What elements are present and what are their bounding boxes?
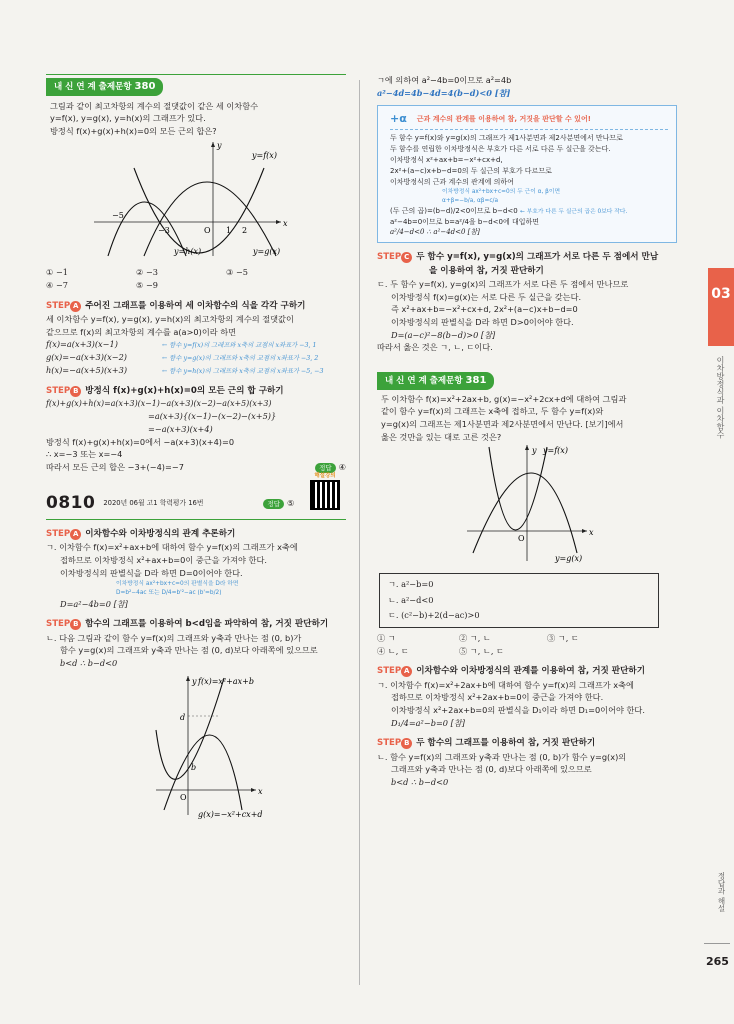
step-line: 그래프와 y축과 만나는 점 (0, d)보다 아래쪽에 있으므로 xyxy=(391,764,592,775)
step-line: 이차방정식 f(x)=g(x)는 서로 다른 두 실근을 갖는다. xyxy=(391,291,582,302)
question-line: 옳은 것만을 있는 대로 고른 것은? xyxy=(381,431,502,442)
x-axis-label: x xyxy=(283,218,288,228)
text-line: ㄱ에 의하여 a²−4b=0이므로 a²=4b xyxy=(377,75,512,85)
question-line: 같이 함수 y=f(x)의 그래프는 x축에 접하고, 두 함수 y=f(x)와 xyxy=(381,406,604,417)
box-line: a²−4b=0이므로 b=a²/4을 b−d<0에 대입하면 xyxy=(390,217,539,226)
y-axis-label: y xyxy=(532,446,537,456)
step-line: b<d ∴ b−d<0 xyxy=(60,657,118,668)
tick-label: −3 xyxy=(158,225,170,235)
plus-alpha-box xyxy=(377,105,677,243)
equation-row: f(x)=a(x+3)(x−1) ← 함수 y=f(x)의 그래프와 x축의 교점의 x좌표가 −3, 1 xyxy=(46,339,317,350)
tick-label: −5 xyxy=(112,210,124,220)
step-a-heading: STEP A 이차함수와 이차방정식의 관계 추론하기 xyxy=(46,529,236,540)
step-line: D=a²−4b=0 [참] xyxy=(60,598,128,609)
step-a-line: 세 이차함수 y=f(x), y=g(x), y=h(x)의 최고차항의 계수의 절댓값이 xyxy=(46,314,294,325)
box-line: a²/4−d<0 ∴ a²−4d<0 [참] xyxy=(390,228,480,237)
d-label: d xyxy=(180,712,186,722)
step-b-line: ∴ x=−3 또는 x=−4 xyxy=(46,449,123,460)
step-a-heading: STEP A 이차함수와 이차방정식의 관계를 이용하여 참, 거짓 판단하기 xyxy=(377,666,645,677)
step-b-line: 방정식 f(x)+g(x)+h(x)=0에서 −a(x+3)(x+4)=0 xyxy=(46,436,235,447)
origin-label: O xyxy=(518,534,525,544)
step-b-line: =a(x+3){(x−1)−(x−2)−(x+5)} xyxy=(148,411,277,422)
text-line: a²−4d=4b−4d=4(b−d)<0 [참] xyxy=(377,87,511,98)
step-c-heading-cont: 을 이용하여 참, 거짓 판단하기 xyxy=(429,265,544,276)
chapter-tab[interactable]: 03 xyxy=(708,268,734,346)
choice[interactable]: ③ −5 xyxy=(226,267,249,278)
step-c-heading: STEP C 두 함수 y=f(x), y=g(x)의 그래프가 서로 다른 두 점에서 만남 xyxy=(377,252,659,263)
step-line: 이차방정식의 판별식을 D라 하면 D=0이어야 한다. xyxy=(60,567,243,578)
prob380-question xyxy=(46,100,346,138)
column-divider xyxy=(359,80,360,985)
right-column xyxy=(377,74,677,789)
choice[interactable]: ④ ㄴ, ㄷ xyxy=(377,645,409,656)
y-axis-label: y xyxy=(217,140,222,150)
bogi-item: ㄷ. (c²−b)+2(d−ac)>0 xyxy=(388,610,480,621)
prob380-choices xyxy=(46,266,346,291)
step-line: 즉 x²+ax+b=−x²+cx+d, 2x²+(a−c)x+b−d=0 xyxy=(391,304,578,315)
f-curve-label: f(x)=x²+ax+b xyxy=(198,676,254,686)
box-line: 이차방정식의 근과 계수의 관계에 의하여 xyxy=(390,177,514,186)
question-line: 그림과 같이 최고차항의 계수의 절댓값이 같은 세 이차함수 xyxy=(50,100,259,111)
question-line: 방정식 f(x)+g(x)+h(x)=0의 모든 근의 합은? xyxy=(50,125,217,136)
step-a-heading: STEP A 주어진 그래프를 이용하여 세 이차함수의 식을 각각 구하기 xyxy=(46,300,306,311)
h-curve-label: y=h(x) xyxy=(174,246,202,256)
b-label: b xyxy=(191,762,197,772)
question-line: y=g(x)의 그래프는 제1사분면과 제2사분면에서 만난다. [보기]에서 xyxy=(381,419,624,430)
qr-code-image xyxy=(310,480,340,510)
box-note: 이차방정식 ax²+bx+c=0의 두 근이 α, β이면 xyxy=(442,188,561,195)
choice[interactable]: ① −1 xyxy=(46,267,69,278)
graph-381 xyxy=(377,443,677,565)
step-line: D₁/4=a²−b=0 [참] xyxy=(391,717,465,728)
note-line: D=b²−4ac 또는 D/4=b'²−ac (b'=b/2) xyxy=(116,589,222,596)
step-line: ㄷ. 두 함수 y=f(x), y=g(x)의 그래프가 서로 다른 두 점에서 만나므로 xyxy=(377,278,629,289)
prob381-choices xyxy=(377,632,677,657)
step-line: 접하므로 이차방정식 x²+ax+b=0이 중근을 가져야 한다. xyxy=(60,555,267,566)
tick-label: 2 xyxy=(242,225,248,235)
answer-380: 정답 ④ xyxy=(315,461,346,474)
step-b-line: f(x)+g(x)+h(x)=a(x+3)(x−1)−a(x+3)(x−2)−a(x+5)(x+3) xyxy=(46,399,272,408)
step-line: 함수 y=g(x)의 그래프와 y축과 만나는 점 (0, d)보다 아래쪽에 있으므로 xyxy=(60,645,318,656)
graph-810 xyxy=(46,670,346,820)
question-line: y=f(x), y=g(x), y=h(x)의 그래프가 있다. xyxy=(50,113,206,124)
box-line: 2x²+(a−c)x+b−d=0의 두 실근의 부호가 다르므로 xyxy=(390,166,552,175)
step-b-heading: STEP B 함수의 그래프를 이용하여 b<d임을 파악하여 참, 거짓 판단하기 xyxy=(46,619,329,630)
step-line: ㄴ. 함수 y=f(x)의 그래프와 y축과 만나는 점 (0, b)가 함수 y=g(x)의 xyxy=(377,751,627,762)
g-curve-label: y=g(x) xyxy=(253,246,281,256)
prob380-tag: 내 신 연 계 출제문항 380 xyxy=(46,78,163,96)
choice[interactable]: ② −3 xyxy=(136,267,159,278)
g-curve-label: g(x)=−x²+cx+d xyxy=(198,809,263,819)
step-b-heading: STEP B 두 함수의 그래프를 이용하여 참, 거짓 판단하기 xyxy=(377,738,596,749)
x-axis-label: x xyxy=(589,528,594,538)
page-number: 265 xyxy=(706,955,729,968)
y-axis-label: y xyxy=(192,676,197,686)
box-line: 두 함수 y=f(x)와 y=g(x)의 그래프가 제1사분면과 제2사분면에서 만나므로 xyxy=(390,134,623,143)
prob381-tag: 내 신 연 계 출제문항 381 xyxy=(377,372,494,390)
g-curve-label: y=g(x) xyxy=(555,554,583,564)
f-curve-label: y=f(x) xyxy=(543,446,568,456)
step-line: 접하므로 이차방정식 x²+2ax+b=0이 중근을 가져야 한다. xyxy=(391,692,604,703)
prob381-question xyxy=(377,393,677,444)
prob810-source: 2020년 06월 고1 학력평가 16번 xyxy=(103,498,204,507)
box-note: α+β=−b/a, αβ=c/a xyxy=(442,197,499,204)
choice[interactable]: ④ −7 xyxy=(46,280,69,291)
plus-alpha-icon: +α xyxy=(390,112,407,126)
note-line: 이차방정식 ax²+bx+c=0의 판별식을 D라 하면 xyxy=(116,580,239,587)
step-line: ㄱ. 이차함수 f(x)=x²+ax+b에 대하여 함수 y=f(x)의 그래프가 x축에 xyxy=(46,542,298,553)
question-line: 두 이차함수 f(x)=x²+2ax+b, g(x)=−x²+2cx+d에 대하여 그림과 xyxy=(381,393,627,404)
section-footer: 정답과 해설 xyxy=(717,872,726,912)
box-line: 두 함수를 연립한 이차방정식은 부호가 다른 서로 다른 두 실근을 갖는다. xyxy=(390,145,611,154)
step-line: ㄴ. 다음 그림과 같이 함수 y=f(x)의 그래프와 y축과 만나는 점 (0, b)가 xyxy=(46,632,302,643)
box-line: (두 근의 곱)=(b−d)/2<0이므로 b−d<0 ← 부호가 다른 두 실근의 곱은 0보다 작다. xyxy=(390,206,628,215)
step-a-line: 같으므로 f(x)의 최고차항의 계수를 a(a>0)이라 하면 xyxy=(46,326,237,337)
equation-row: h(x)=−a(x+5)(x+3) ← 함수 y=h(x)의 그래프와 x축의 교점의 x좌표가 −5, −3 xyxy=(46,364,324,375)
choice[interactable]: ② ㄱ, ㄴ xyxy=(459,632,491,643)
box-line: 이차방정식 x²+ax+b=−x²+cx+d, xyxy=(390,156,503,165)
step-b-line: 따라서 모든 근의 합은 −3+(−4)=−7 정답 ④ xyxy=(46,462,346,473)
prob380-header xyxy=(46,78,346,96)
step-b-heading: STEP B 방정식 f(x)+g(x)+h(x)=0의 모든 근의 합 구하기 xyxy=(46,385,284,396)
step-line: b<d ∴ b−d<0 xyxy=(391,777,449,788)
bogi-item: ㄴ. a²−d<0 xyxy=(388,594,434,605)
step-line: D=(a−c)²−8(b−d)>0 [참] xyxy=(391,329,496,340)
answer-810: 정답 ⑤ xyxy=(263,497,294,510)
chapter-title: 이차방정식과 이차함수 xyxy=(716,356,725,439)
prob810-number: 0810 xyxy=(46,492,96,513)
choice[interactable]: ③ ㄱ, ㄷ xyxy=(547,632,579,643)
graph-380 xyxy=(46,138,346,260)
bogi-item: ㄱ. a²−b=0 xyxy=(388,579,434,590)
prob810-header xyxy=(46,472,346,520)
tick-label: 1 xyxy=(226,225,232,235)
f-curve-label: y=f(x) xyxy=(252,150,277,160)
step-line: 이차방정식 x²+2ax+b=0의 판별식을 D₁이라 하면 D₁=0이어야 한다. xyxy=(391,705,645,716)
bogi-box xyxy=(379,573,659,628)
x-axis-label: x xyxy=(258,786,263,796)
page-number-rule xyxy=(704,943,730,944)
step-line: 이차방정식의 판별식을 D라 하면 D>0이어야 한다. xyxy=(391,317,574,328)
qr-code[interactable]: 해설강의 xyxy=(306,472,344,512)
plus-alpha-header: +α 근과 계수의 관계를 이용하여 참, 거짓을 판단할 수 있어! xyxy=(390,110,668,130)
left-column xyxy=(46,74,346,823)
origin-label: O xyxy=(180,792,187,802)
step-line: ㄱ. 이차함수 f(x)=x²+2ax+b에 대하여 함수 y=f(x)의 그래프가 x축에 xyxy=(377,679,634,690)
equation-row: g(x)=−a(x+3)(x−2) ← 함수 y=g(x)의 그래프와 x축의 교점의 x좌표가 −3, 2 xyxy=(46,352,319,363)
step-b-line: =−a(x+3)(x+4) xyxy=(148,423,213,434)
choice[interactable]: ⑤ ㄱ, ㄴ, ㄷ xyxy=(459,645,504,656)
step-line: 따라서 옳은 것은 ㄱ, ㄴ, ㄷ이다. xyxy=(377,342,493,353)
origin-label: O xyxy=(204,225,211,235)
choice[interactable]: ① ㄱ xyxy=(377,632,396,643)
choice[interactable]: ⑤ −9 xyxy=(136,280,159,291)
